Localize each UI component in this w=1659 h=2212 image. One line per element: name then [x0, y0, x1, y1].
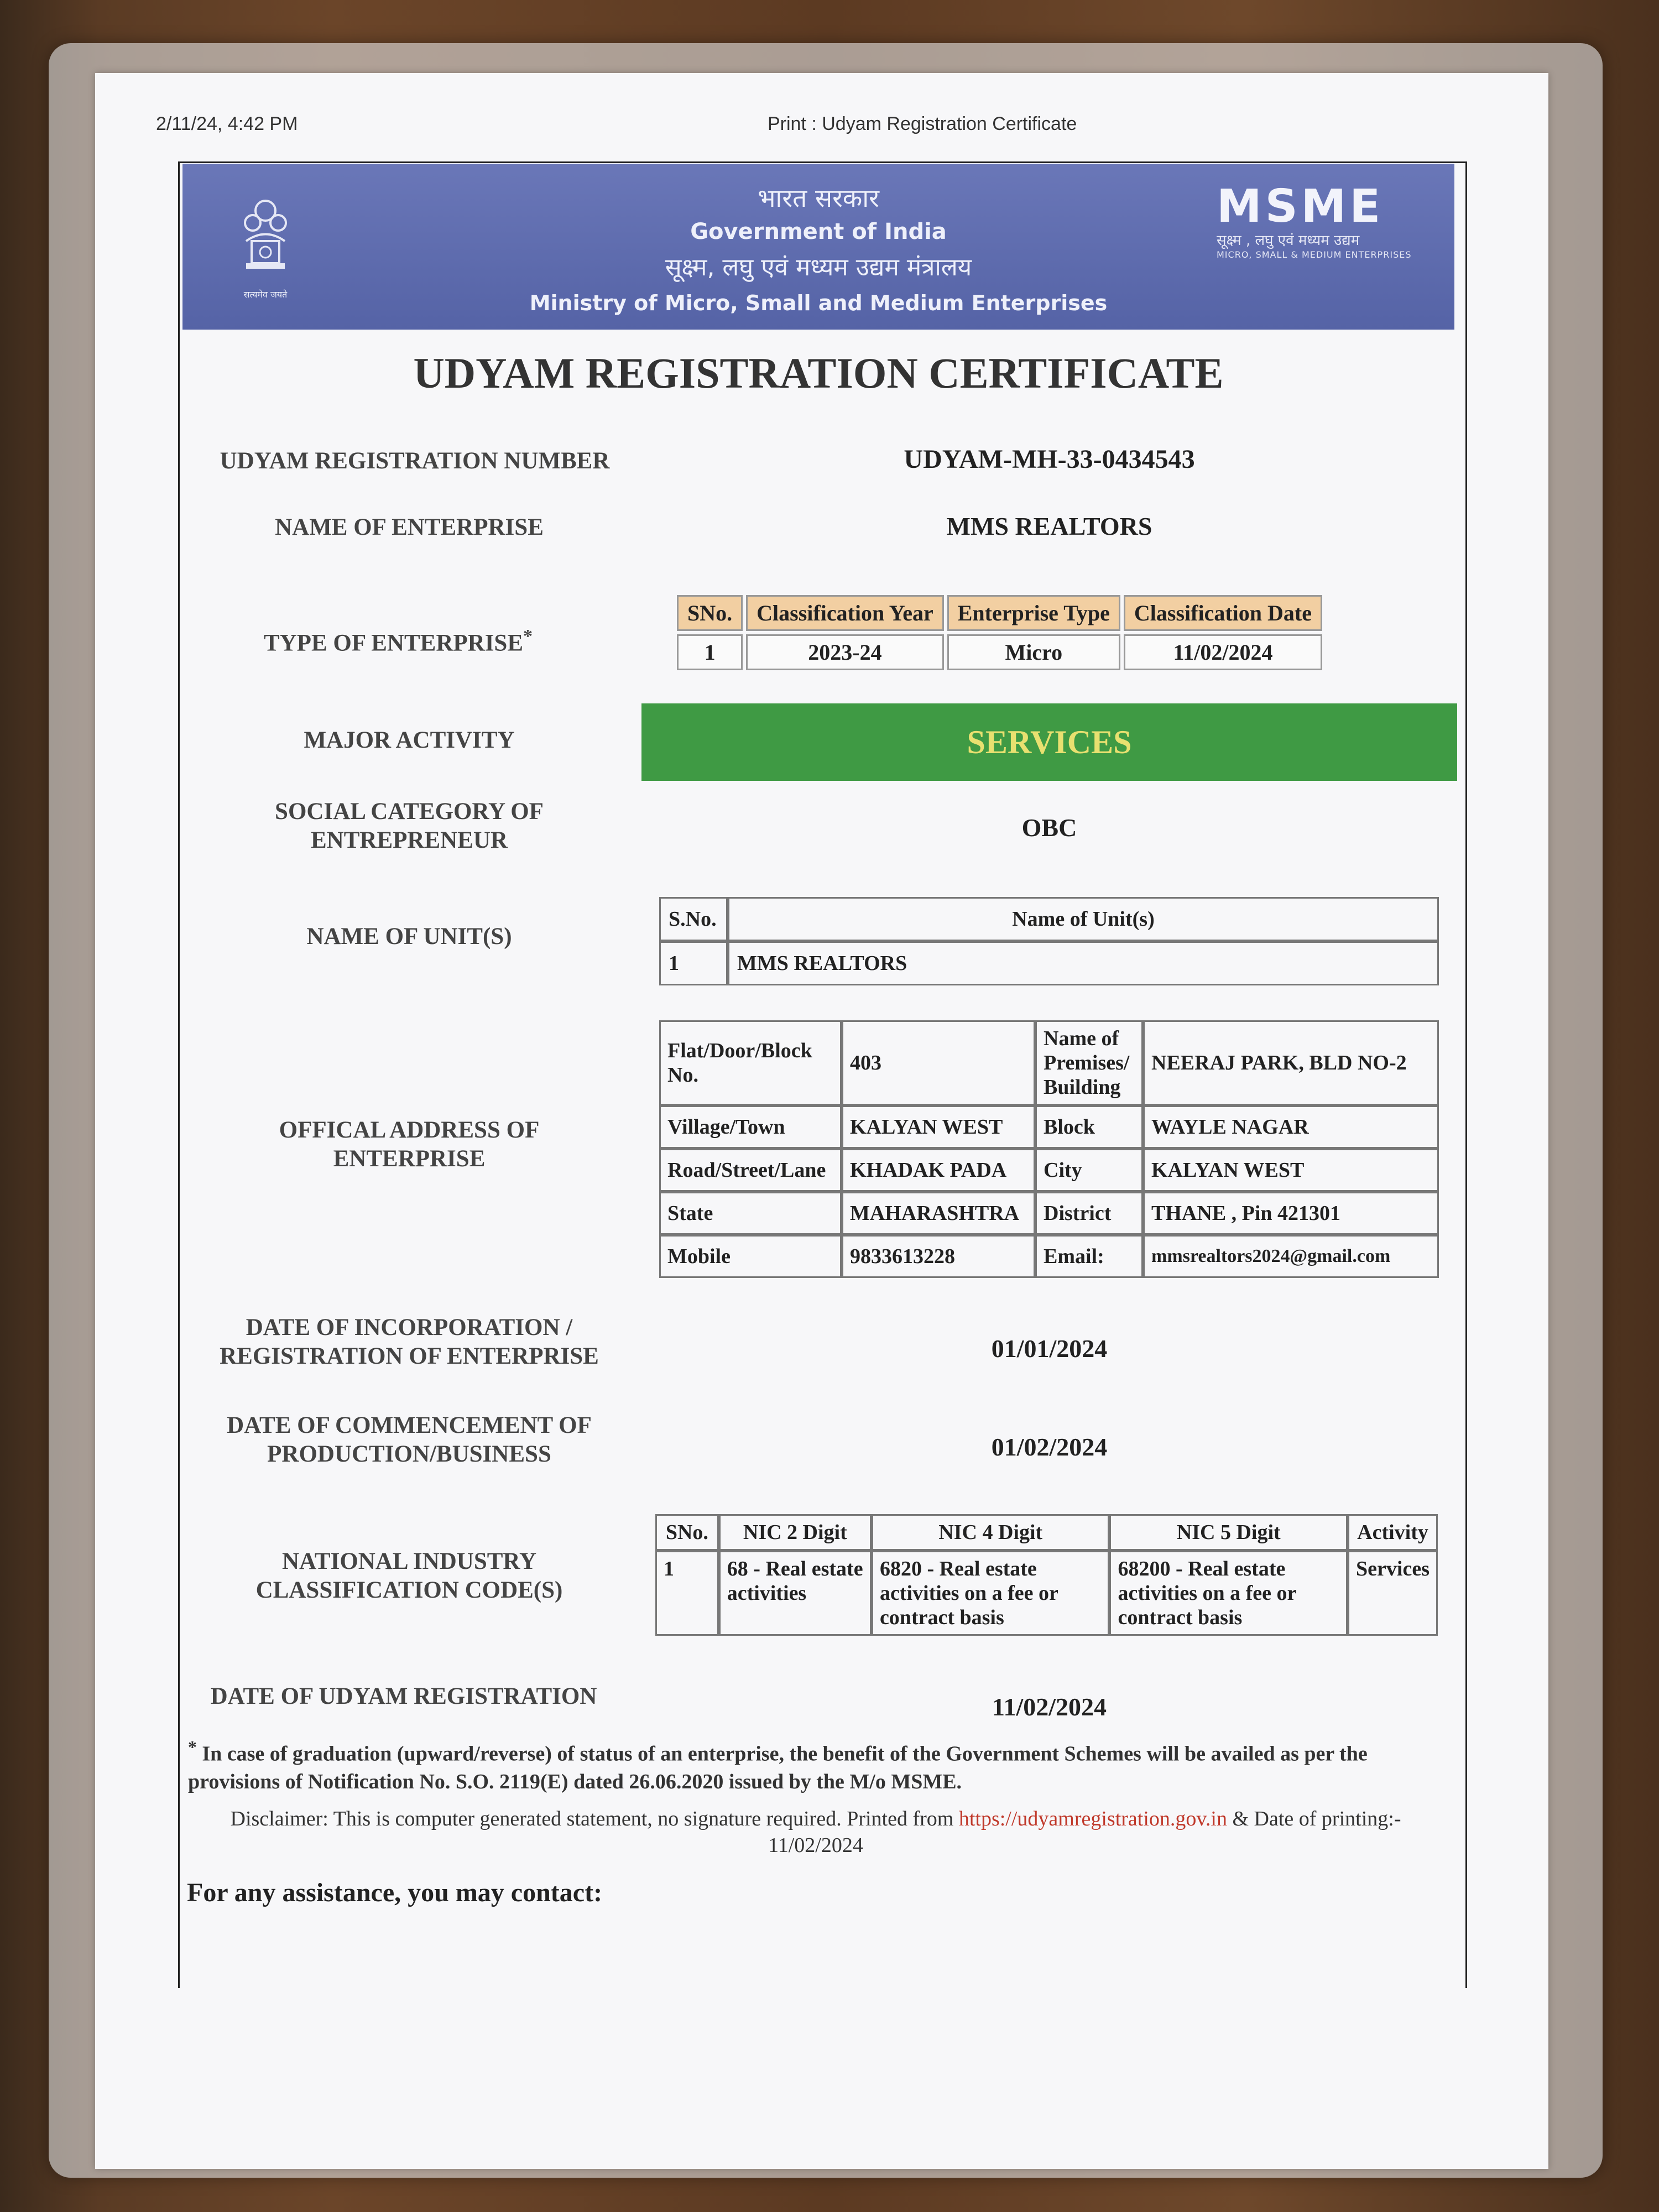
msme-logo [1217, 180, 1416, 260]
table-cell: WAYLE NAGAR [1143, 1105, 1439, 1149]
udyam-date-value: 11/02/2024 [992, 1693, 1107, 1721]
msme-logo-english: MICRO, SMALL & MEDIUM ENTERPRISES [1217, 249, 1412, 260]
social-category-label: SOCIAL CATEGORY OF ENTREPRENEUR [275, 799, 544, 853]
table-row [659, 1235, 1439, 1278]
government-banner [182, 164, 1454, 330]
enterprise-name-value: MMS REALTORS [946, 512, 1152, 540]
table-cell: 68 - Real estate activities [719, 1551, 872, 1636]
table-cell: 1 [677, 634, 743, 670]
table-row [655, 1514, 1438, 1551]
banner-english-ministry: Ministry of Micro, Small and Medium Enterprises [529, 291, 1108, 315]
table-cell: NEERAJ PARK, BLD NO-2 [1143, 1020, 1439, 1105]
table-row [659, 1192, 1439, 1235]
table-cell: District [1035, 1192, 1143, 1235]
nic-label: NATIONAL INDUSTRY CLASSIFICATION CODE(S) [255, 1548, 563, 1603]
enterprise-classification-table [674, 592, 1326, 674]
graduation-note: * In case of graduation (upward/reverse) of status of an enterprise, the benefit of the Government Schemes will be availed as per the provisions of Notification No. S.O. 2119(E) dated 26.06.2020 issued by the M/o MSME. [188, 1738, 1368, 1793]
banner-hindi-ministry: सूक्ष्म, लघु एवं मध्यम उद्यम मंत्रालय [665, 253, 972, 281]
print-page-title: Print : Udyam Registration Certificate [768, 113, 1077, 134]
table-cell: MMS REALTORS [728, 941, 1439, 985]
table-cell: 11/02/2024 [1124, 634, 1322, 670]
major-activity-label: MAJOR ACTIVITY [304, 727, 515, 753]
assistance-heading: For any assistance, you may contact: [187, 1878, 603, 1907]
udyam-date-label: DATE OF UDYAM REGISTRATION [210, 1683, 597, 1709]
table-header: NIC 4 Digit [872, 1514, 1110, 1551]
social-category-value: OBC [1021, 813, 1077, 842]
table-cell: KALYAN WEST [1143, 1149, 1439, 1192]
table-header: SNo. [677, 595, 743, 631]
disclaimer: Disclaimer: This is computer generated statement, no signature required. Printed from https://udyamregistration.gov.in & Date of printing:- 11/02/2024 [230, 1807, 1401, 1857]
msme-logo-hindi: सूक्ष्म , लघु एवं मध्यम उद्यम [1217, 232, 1360, 249]
table-cell: 9833613228 [842, 1235, 1035, 1278]
registration-number-value: UDYAM-MH-33-0434543 [904, 445, 1195, 474]
table-cell: Road/Street/Lane [659, 1149, 842, 1192]
print-timestamp: 2/11/24, 4:42 PM [156, 113, 298, 134]
units-table [659, 897, 1439, 985]
table-header: Activity [1348, 1514, 1438, 1551]
certificate-title: UDYAM REGISTRATION CERTIFICATE [413, 349, 1224, 397]
table-header: Name of Unit(s) [728, 897, 1439, 941]
table-header: SNo. [655, 1514, 719, 1551]
table-cell: 403 [842, 1020, 1035, 1105]
table-cell: 6820 - Real estate activities on a fee or contract basis [872, 1551, 1110, 1636]
table-header: Enterprise Type [947, 595, 1120, 631]
table-header: Classification Year [746, 595, 944, 631]
table-cell: Block [1035, 1105, 1143, 1149]
table-cell: 68200 - Real estate activities on a fee or contract basis [1109, 1551, 1348, 1636]
table-row [659, 1105, 1439, 1149]
email-link[interactable]: mmsrealtors2024@gmail.com [1143, 1235, 1439, 1278]
major-activity-value: SERVICES [641, 703, 1457, 781]
table-cell: Village/Town [659, 1105, 842, 1149]
table-cell: Email: [1035, 1235, 1143, 1278]
table-cell: Services [1348, 1551, 1438, 1636]
banner-hindi-govt: भारत सरकार [758, 183, 879, 213]
nic-table [655, 1514, 1438, 1636]
udyam-website-link[interactable]: https://udyamregistration.gov.in [958, 1807, 1227, 1830]
incorporation-date: 01/01/2024 [991, 1334, 1108, 1363]
registration-number-label: UDYAM REGISTRATION NUMBER [220, 448, 610, 474]
table-cell: KALYAN WEST [842, 1105, 1035, 1149]
commencement-label: DATE OF COMMENCEMENT OF PRODUCTION/BUSINESS [227, 1412, 592, 1467]
address-table [659, 1020, 1439, 1278]
table-cell: City [1035, 1149, 1143, 1192]
enterprise-type-label: TYPE OF ENTERPRISE* [263, 626, 533, 656]
table-header: Classification Date [1124, 595, 1322, 631]
address-label: OFFICAL ADDRESS OF ENTERPRISE [279, 1117, 540, 1172]
table-cell: Micro [947, 634, 1120, 670]
enterprise-name-label: NAME OF ENTERPRISE [275, 514, 544, 540]
emblem-caption: सत्यमेव जयते [243, 289, 288, 300]
table-row [655, 1551, 1438, 1636]
table-header: NIC 5 Digit [1109, 1514, 1348, 1551]
incorporation-label: DATE OF INCORPORATION / REGISTRATION OF ENTERPRISE [220, 1314, 599, 1369]
table-cell: 2023-24 [746, 634, 944, 670]
table-cell: Mobile [659, 1235, 842, 1278]
table-row [659, 1020, 1439, 1105]
table-cell: MAHARASHTRA [842, 1192, 1035, 1235]
table-header: S.No. [659, 897, 728, 941]
banner-english-govt: Government of India [690, 219, 947, 244]
table-cell: 1 [659, 941, 728, 985]
units-label: NAME OF UNIT(S) [306, 924, 512, 950]
table-cell: 1 [655, 1551, 719, 1636]
msme-logo-text: MSME [1217, 180, 1384, 233]
commencement-date: 01/02/2024 [991, 1433, 1108, 1461]
table-cell: State [659, 1192, 842, 1235]
table-row [659, 1149, 1439, 1192]
table-cell: THANE , Pin 421301 [1143, 1192, 1439, 1235]
table-cell: KHADAK PADA [842, 1149, 1035, 1192]
table-cell: Flat/Door/Block No. [659, 1020, 842, 1105]
table-cell: Name of Premises/ Building [1035, 1020, 1143, 1105]
table-header: NIC 2 Digit [719, 1514, 872, 1551]
